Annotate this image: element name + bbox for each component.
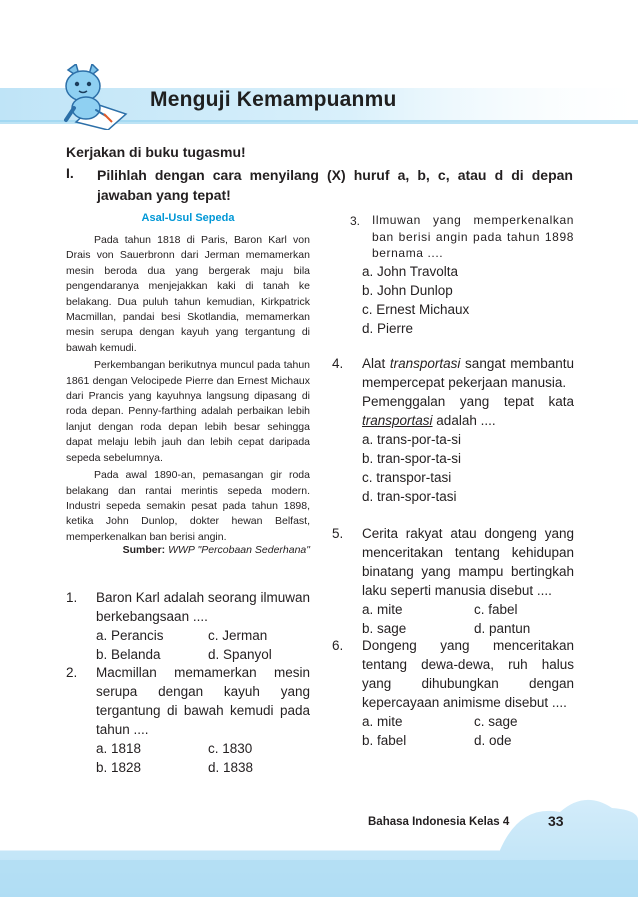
story-title: Asal-Usul Sepeda	[141, 212, 235, 224]
stem-text: sangat membantu mempercepat pekerjaan manusia.	[362, 356, 574, 390]
option-a[interactable]: a. mite	[362, 602, 403, 617]
question-4	[332, 354, 574, 506]
question-3	[342, 212, 574, 338]
option-c[interactable]: c. Jerman	[208, 628, 268, 643]
option-d[interactable]: d. pantun	[474, 621, 531, 636]
question-number: 4.	[332, 356, 344, 371]
question-options	[362, 600, 574, 638]
task-number: I.	[66, 165, 74, 181]
question-number: 5.	[332, 526, 344, 541]
stem-italic-word: transportasi	[362, 413, 433, 428]
question-stem: Dongeng yang menceritakan tentang dewa-dewa, ruh halus yang dihubungkan dengan kepercayaan animisme disebut ....	[362, 638, 574, 710]
option-a[interactable]: a. John Travolta	[362, 263, 459, 279]
option-c[interactable]: c. transpor-tasi	[362, 470, 452, 485]
option-d[interactable]: d. tran-spor-tasi	[362, 489, 457, 504]
option-b[interactable]: b. Belanda	[96, 647, 161, 662]
story-paragraph: Pada tahun 1818 di Paris, Baron Karl von Drais von Sauerbronn dari Jerman memamerkan mesin beroda dua yang bergerak maju bila pengendaranya menjejakkan kaki di tanah ke belakang. Dua puluh tahun kemudian, Kirkpatrick Macmillan, pandai besi Skotlandia, memamerkan mesin serupa dengan kayuh yang tergantung di bawah kemudi.	[66, 234, 310, 354]
question-options	[362, 430, 574, 506]
option-d[interactable]: d. Spanyol	[208, 647, 272, 662]
option-a[interactable]: a. Perancis	[96, 628, 164, 643]
cat-writing-icon	[56, 64, 128, 130]
option-d[interactable]: d. 1838	[208, 760, 254, 775]
question-options	[362, 712, 574, 750]
question-number: 1.	[66, 590, 78, 605]
option-b[interactable]: b. 1828	[96, 760, 142, 775]
question-stem: Baron Karl adalah seorang ilmuwan berkebangsaan ....	[96, 590, 310, 624]
source-value: WWP "Percobaan Sederhana"	[168, 544, 310, 556]
task-text: Pilihlah dengan cara menyilang (X) huruf a, b, c, atau d di depan jawaban yang tepat!	[97, 167, 573, 203]
option-d[interactable]: d. ode	[474, 733, 512, 748]
section-title: Menguji Kemampuanmu	[150, 88, 397, 111]
question-number: 2.	[66, 665, 78, 680]
source-label: Sumber:	[122, 544, 166, 556]
option-d[interactable]: d. Pierre	[362, 320, 414, 336]
question-stem: Ilmuwan yang memperkenalkan ban berisi angin pada tahun 1898 bernama ....	[372, 213, 574, 260]
option-b[interactable]: b. fabel	[362, 733, 407, 748]
option-c[interactable]: c. fabel	[474, 602, 518, 617]
story-paragraph: Perkembangan berikutnya muncul pada tahun 1861 dengan Velocipede Pierre dan Ernest Michaux dari Prancis yang kayuhnya langsung dipasang di roda depan. Penny-farthing adalah perbaikan lebih lanjut dengan roda depan lebih besar sehingga dapat melaju lebih jauh dan lebih cepat daripada sepeda sebelumnya.	[66, 359, 310, 464]
option-c[interactable]: c. 1830	[208, 741, 253, 756]
option-c[interactable]: c. Ernest Michaux	[362, 301, 470, 317]
option-b[interactable]: b. tran-spor-ta-si	[362, 451, 462, 466]
option-b[interactable]: b. John Dunlop	[362, 282, 453, 298]
option-a[interactable]: a. 1818	[96, 741, 142, 756]
option-b[interactable]: b. sage	[362, 621, 407, 636]
question-options	[96, 739, 310, 777]
question-6	[332, 636, 574, 750]
question-options	[96, 626, 310, 664]
question-number: 3.	[350, 214, 361, 228]
question-stem: Macmillan memamerkan mesin serupa dengan kayuh yang tergantung di bawah kemudi pada tahun ....	[96, 665, 310, 737]
stem-text: Pemenggalan yang tepat kata	[362, 394, 574, 409]
question-5	[332, 524, 574, 638]
story-source	[66, 542, 310, 558]
story-body	[66, 233, 310, 547]
question-stem	[362, 354, 574, 392]
instruction: Kerjakan di buku tugasmu!	[66, 144, 246, 160]
story-paragraph: Pada awal 1890-an, pemasangan gir roda belakang dan rantai merintis sepeda modern. Industri sepeda semakin pesat pada tahun 1898, ketika John Dunlop, dokter hewan Belfast, memperkenalkan ban berisi angin.	[66, 469, 310, 543]
option-c[interactable]: c. sage	[474, 714, 518, 729]
question-2	[66, 663, 310, 777]
footer-wave	[0, 790, 638, 897]
stem-text: adalah ....	[432, 413, 496, 428]
question-stem-2	[362, 392, 574, 430]
book-title: Bahasa Indonesia Kelas 4	[368, 816, 510, 828]
stem-text: Alat	[362, 356, 390, 371]
question-options	[362, 262, 574, 338]
option-a[interactable]: a. mite	[362, 714, 403, 729]
question-1	[66, 588, 310, 664]
option-a[interactable]: a. trans-por-ta-si	[362, 432, 462, 447]
question-stem: Cerita rakyat atau dongeng yang menceritakan tentang kehidupan binatang yang mampu bertingkah laku seperti manusia disebut ....	[362, 526, 574, 598]
stem-italic-word: transportasi	[389, 356, 461, 371]
page-number: 33	[548, 813, 564, 829]
question-number: 6.	[332, 638, 344, 653]
